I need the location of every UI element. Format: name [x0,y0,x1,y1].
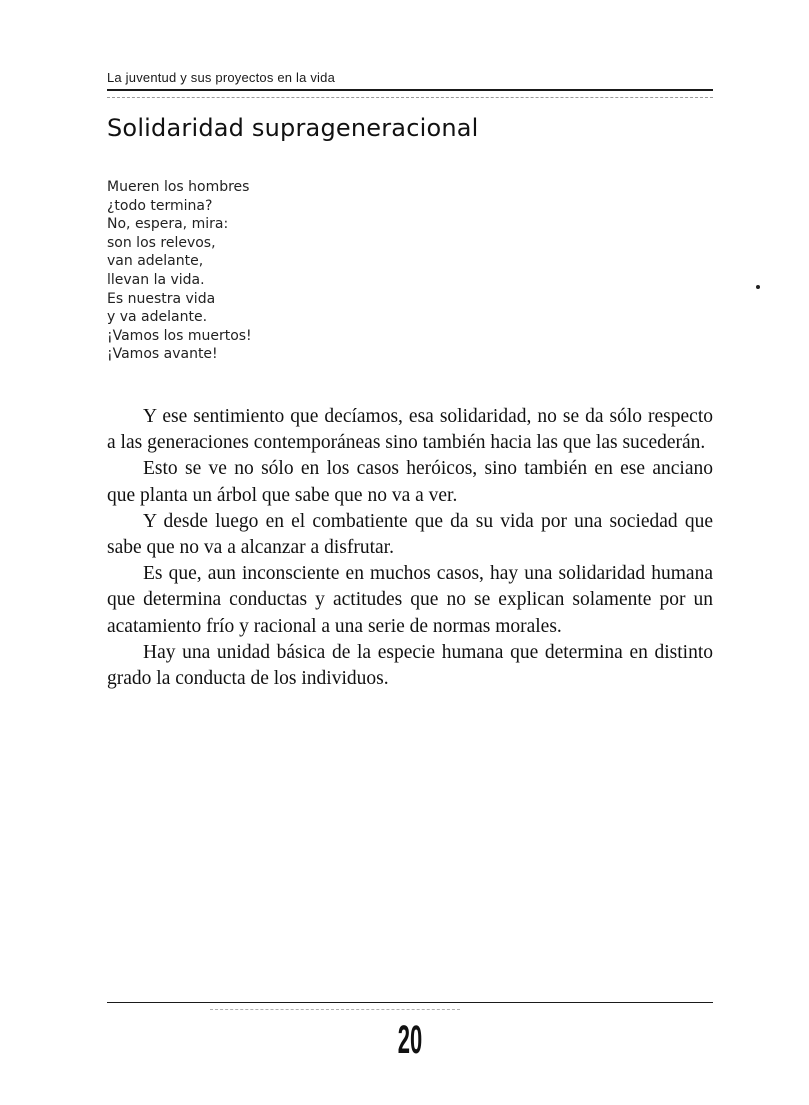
body-paragraph: Esto se ve no sólo en los casos heróicos, sino también en ese anciano que planta un árbol que sabe que no va a ver. [107,458,713,506]
poem-line: ¡Vamos avante! [107,346,218,363]
poem-line: Mueren los hombres [107,179,250,195]
body-paragraph: Y desde luego en el combatiente que da su vida por una sociedad que sabe que no va a alcanzar a disfrutar. [107,510,713,559]
poem-line: van adelante, [107,253,204,270]
body-paragraph: Hay una unidad básica de la especie humana que determina en distinto grado la conducta de los individuos. [107,641,713,690]
section-title: Solidaridad suprageneracional [107,114,479,142]
header-rule-secondary [107,97,713,98]
poem-line: y va adelante. [107,309,208,326]
page-number: 20 [397,1018,423,1062]
body-paragraph: Y ese sentimiento que decíamos, esa solidaridad, no se da sólo respecto a las generaciones contemporáneas sino también hacia las que las sucederán. [107,406,713,454]
header-rule [107,89,713,91]
footer-rule-secondary [210,1009,460,1010]
body-paragraph: Es que, aun inconsciente en muchos casos, hay una solidaridad humana que determina conductas y actitudes que no se explican solamente por un acatamiento frío y racional a una serie de normas morales. [107,563,713,637]
poem-line: Es nuestra vida [107,290,216,307]
footer-rule [107,1002,713,1003]
poem-line: No, espera, mira: [107,216,229,233]
running-header: La juventud y sus proyectos en la vida [107,70,336,85]
poem-line: llevan la vida. [107,271,205,288]
margin-dot [756,285,760,289]
poem-line: ¿todo termina? [107,197,213,214]
poem-line: son los relevos, [107,234,216,251]
poem [107,178,252,364]
body-text [107,404,713,692]
poem-line: ¡Vamos los muertos! [107,327,252,344]
